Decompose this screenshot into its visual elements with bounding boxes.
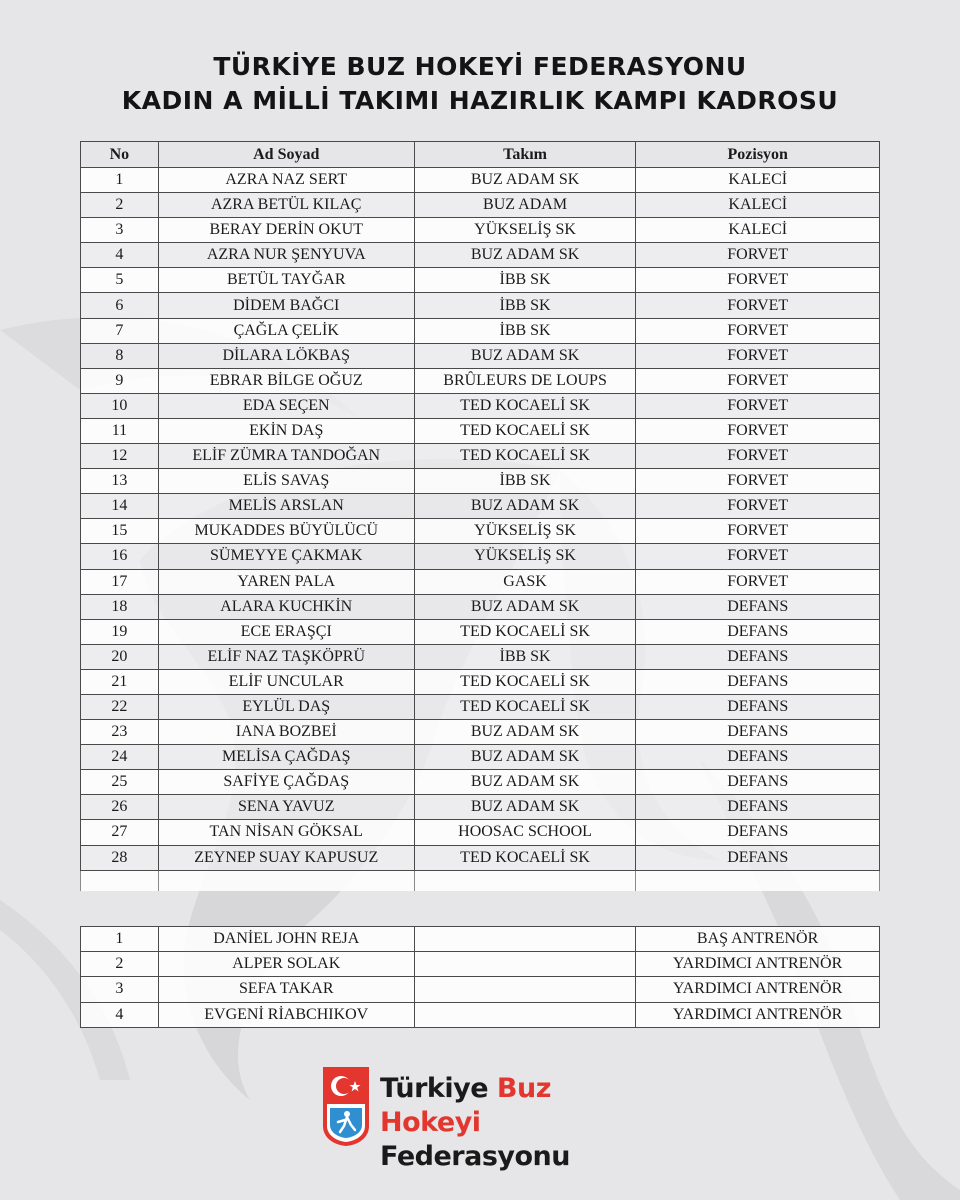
table-row — [81, 444, 880, 469]
table-row — [81, 770, 880, 795]
staff-table — [80, 926, 880, 1028]
staff-row — [81, 1002, 880, 1027]
cell-position: FORVET — [636, 268, 880, 293]
cell-position: FORVET — [636, 243, 880, 268]
cell-position: YARDIMCI ANTRENÖR — [636, 977, 880, 1002]
cell-name: EBRAR BİLGE OĞUZ — [158, 368, 414, 393]
table-row — [81, 418, 880, 443]
cell-no: 22 — [81, 694, 159, 719]
cell-no: 11 — [81, 418, 159, 443]
cell-name: ELİF ZÜMRA TANDOĞAN — [158, 444, 414, 469]
cell-no: 15 — [81, 519, 159, 544]
cell-position: FORVET — [636, 318, 880, 343]
staff-body — [81, 927, 880, 1028]
cell-name: BETÜL TAYĞAR — [158, 268, 414, 293]
logo-text-federasyonu: Federasyonu — [380, 1141, 570, 1172]
table-row — [81, 168, 880, 193]
cell-name: ELİS SAVAŞ — [158, 469, 414, 494]
cell-name: EKİN DAŞ — [158, 418, 414, 443]
cell-team: TED KOCAELİ SK — [414, 619, 636, 644]
cell-name: ÇAĞLA ÇELİK — [158, 318, 414, 343]
cell-position: FORVET — [636, 418, 880, 443]
cell-name: ECE ERAŞÇI — [158, 619, 414, 644]
cell-position: DEFANS — [636, 720, 880, 745]
table-row — [81, 795, 880, 820]
cell-team: BUZ ADAM SK — [414, 343, 636, 368]
cell-team: İBB SK — [414, 469, 636, 494]
cell-name: ELİF NAZ TAŞKÖPRÜ — [158, 644, 414, 669]
column-header-name: Ad Soyad — [158, 142, 414, 168]
table-row — [81, 594, 880, 619]
cell-no: 10 — [81, 393, 159, 418]
cell-position: DEFANS — [636, 820, 880, 845]
cell-name: MELİSA ÇAĞDAŞ — [158, 745, 414, 770]
cell-name: EDA SEÇEN — [158, 393, 414, 418]
staff-row — [81, 977, 880, 1002]
cell-team: TED KOCAELİ SK — [414, 444, 636, 469]
cell-name: AZRA NUR ŞENYUVA — [158, 243, 414, 268]
cell-position: FORVET — [636, 343, 880, 368]
column-header-no: No — [81, 142, 159, 168]
cell-position: DEFANS — [636, 795, 880, 820]
cell-no: 3 — [81, 977, 159, 1002]
cell-team: TED KOCAELİ SK — [414, 418, 636, 443]
cell-team: YÜKSELİŞ SK — [414, 218, 636, 243]
cell-team: BUZ ADAM SK — [414, 795, 636, 820]
table-row — [81, 694, 880, 719]
cell-no: 14 — [81, 494, 159, 519]
table-row — [81, 469, 880, 494]
spacer-cell — [636, 870, 880, 891]
cell-team — [414, 977, 636, 1002]
cell-no: 4 — [81, 243, 159, 268]
cell-team: GASK — [414, 569, 636, 594]
cell-name: ZEYNEP SUAY KAPUSUZ — [158, 845, 414, 870]
cell-position: KALECİ — [636, 168, 880, 193]
cell-team: BUZ ADAM SK — [414, 720, 636, 745]
cell-name: MUKADDES BÜYÜLÜCÜ — [158, 519, 414, 544]
cell-team: BUZ ADAM SK — [414, 168, 636, 193]
table-row — [81, 393, 880, 418]
cell-no: 24 — [81, 745, 159, 770]
spacer-row — [81, 870, 880, 891]
cell-no: 12 — [81, 444, 159, 469]
cell-name: IANA BOZBEİ — [158, 720, 414, 745]
roster-body — [81, 168, 880, 871]
cell-name: AZRA NAZ SERT — [158, 168, 414, 193]
cell-name: DİLARA LÖKBAŞ — [158, 343, 414, 368]
cell-position: DEFANS — [636, 745, 880, 770]
table-row — [81, 644, 880, 669]
cell-no: 9 — [81, 368, 159, 393]
cell-no: 2 — [81, 193, 159, 218]
cell-position: DEFANS — [636, 669, 880, 694]
cell-no: 21 — [81, 669, 159, 694]
cell-no: 20 — [81, 644, 159, 669]
spacer-cell — [414, 870, 636, 891]
cell-team: TED KOCAELİ SK — [414, 694, 636, 719]
table-row — [81, 343, 880, 368]
table-row — [81, 218, 880, 243]
logo-text-buz-hokeyi: Buz Hokeyi — [380, 1073, 551, 1138]
cell-no: 1 — [81, 168, 159, 193]
cell-name: AZRA BETÜL KILAÇ — [158, 193, 414, 218]
cell-no: 23 — [81, 720, 159, 745]
cell-team: BUZ ADAM SK — [414, 594, 636, 619]
cell-name: EYLÜL DAŞ — [158, 694, 414, 719]
cell-position: YARDIMCI ANTRENÖR — [636, 1002, 880, 1027]
page-title-line2: KADIN A MİLLİ TAKIMI HAZIRLIK KAMPI KADROSU — [121, 86, 839, 115]
cell-team: İBB SK — [414, 268, 636, 293]
cell-name: SAFİYE ÇAĞDAŞ — [158, 770, 414, 795]
cell-position: KALECİ — [636, 193, 880, 218]
logo-wordmark — [380, 1072, 650, 1174]
cell-position: DEFANS — [636, 845, 880, 870]
column-header-team: Takım — [414, 142, 636, 168]
table-row — [81, 669, 880, 694]
cell-position: FORVET — [636, 469, 880, 494]
cell-no: 3 — [81, 218, 159, 243]
cell-name: ALPER SOLAK — [158, 952, 414, 977]
cell-name: SENA YAVUZ — [158, 795, 414, 820]
cell-position: YARDIMCI ANTRENÖR — [636, 952, 880, 977]
cell-no: 18 — [81, 594, 159, 619]
cell-name: DANİEL JOHN REJA — [158, 927, 414, 952]
cell-team: BUZ ADAM — [414, 193, 636, 218]
cell-no: 1 — [81, 927, 159, 952]
cell-position: DEFANS — [636, 770, 880, 795]
cell-team — [414, 952, 636, 977]
cell-team: BRÛLEURS DE LOUPS — [414, 368, 636, 393]
cell-name: MELİS ARSLAN — [158, 494, 414, 519]
table-row — [81, 494, 880, 519]
cell-team — [414, 927, 636, 952]
cell-name: BERAY DERİN OKUT — [158, 218, 414, 243]
table-row — [81, 268, 880, 293]
spacer-cell — [81, 870, 159, 891]
cell-position: DEFANS — [636, 644, 880, 669]
cell-team — [414, 1002, 636, 1027]
cell-position: FORVET — [636, 569, 880, 594]
cell-position: KALECİ — [636, 218, 880, 243]
spacer-cell — [158, 870, 414, 891]
cell-position: FORVET — [636, 393, 880, 418]
table-row — [81, 293, 880, 318]
cell-team: TED KOCAELİ SK — [414, 669, 636, 694]
cell-name: SEFA TAKAR — [158, 977, 414, 1002]
cell-name: SÜMEYYE ÇAKMAK — [158, 544, 414, 569]
page-title-line1: TÜRKİYE BUZ HOKEYİ FEDERASYONU — [213, 52, 747, 81]
cell-no: 19 — [81, 619, 159, 644]
column-header-position: Pozisyon — [636, 142, 880, 168]
cell-name: TAN NİSAN GÖKSAL — [158, 820, 414, 845]
cell-name: EVGENİ RİABCHIKOV — [158, 1002, 414, 1027]
federation-emblem-icon — [320, 1064, 372, 1148]
cell-no: 13 — [81, 469, 159, 494]
cell-position: FORVET — [636, 494, 880, 519]
cell-no: 25 — [81, 770, 159, 795]
cell-no: 6 — [81, 293, 159, 318]
table-row — [81, 318, 880, 343]
cell-team: HOOSAC SCHOOL — [414, 820, 636, 845]
cell-no: 8 — [81, 343, 159, 368]
cell-position: FORVET — [636, 368, 880, 393]
table-row — [81, 820, 880, 845]
cell-team: YÜKSELİŞ SK — [414, 544, 636, 569]
table-row — [81, 519, 880, 544]
cell-team: BUZ ADAM SK — [414, 494, 636, 519]
cell-no: 7 — [81, 318, 159, 343]
cell-position: DEFANS — [636, 594, 880, 619]
cell-name: YAREN PALA — [158, 569, 414, 594]
cell-team: BUZ ADAM SK — [414, 745, 636, 770]
cell-position: FORVET — [636, 544, 880, 569]
table-row — [81, 845, 880, 870]
cell-no: 27 — [81, 820, 159, 845]
cell-team: BUZ ADAM SK — [414, 770, 636, 795]
cell-no: 26 — [81, 795, 159, 820]
federation-logo — [320, 1064, 650, 1172]
table-row — [81, 619, 880, 644]
table-row — [81, 745, 880, 770]
table-row — [81, 569, 880, 594]
table-row — [81, 193, 880, 218]
staff-row — [81, 952, 880, 977]
cell-team: İBB SK — [414, 318, 636, 343]
cell-no: 5 — [81, 268, 159, 293]
cell-team: İBB SK — [414, 293, 636, 318]
staff-row — [81, 927, 880, 952]
table-row — [81, 368, 880, 393]
cell-name: ELİF UNCULAR — [158, 669, 414, 694]
cell-position: DEFANS — [636, 619, 880, 644]
cell-team: TED KOCAELİ SK — [414, 393, 636, 418]
cell-team: YÜKSELİŞ SK — [414, 519, 636, 544]
cell-team: TED KOCAELİ SK — [414, 845, 636, 870]
cell-position: FORVET — [636, 519, 880, 544]
cell-no: 4 — [81, 1002, 159, 1027]
cell-position: FORVET — [636, 444, 880, 469]
table-row — [81, 544, 880, 569]
cell-no: 16 — [81, 544, 159, 569]
cell-position: DEFANS — [636, 694, 880, 719]
roster-table — [80, 141, 880, 891]
table-row — [81, 243, 880, 268]
logo-text-turkiye: Türkiye — [380, 1073, 489, 1104]
cell-team: BUZ ADAM SK — [414, 243, 636, 268]
cell-position: BAŞ ANTRENÖR — [636, 927, 880, 952]
table-row — [81, 720, 880, 745]
cell-no: 28 — [81, 845, 159, 870]
cell-team: İBB SK — [414, 644, 636, 669]
cell-position: FORVET — [636, 293, 880, 318]
cell-no: 17 — [81, 569, 159, 594]
cell-name: DİDEM BAĞCI — [158, 293, 414, 318]
cell-name: ALARA KUCHKİN — [158, 594, 414, 619]
table-header-row — [81, 142, 880, 168]
cell-no: 2 — [81, 952, 159, 977]
